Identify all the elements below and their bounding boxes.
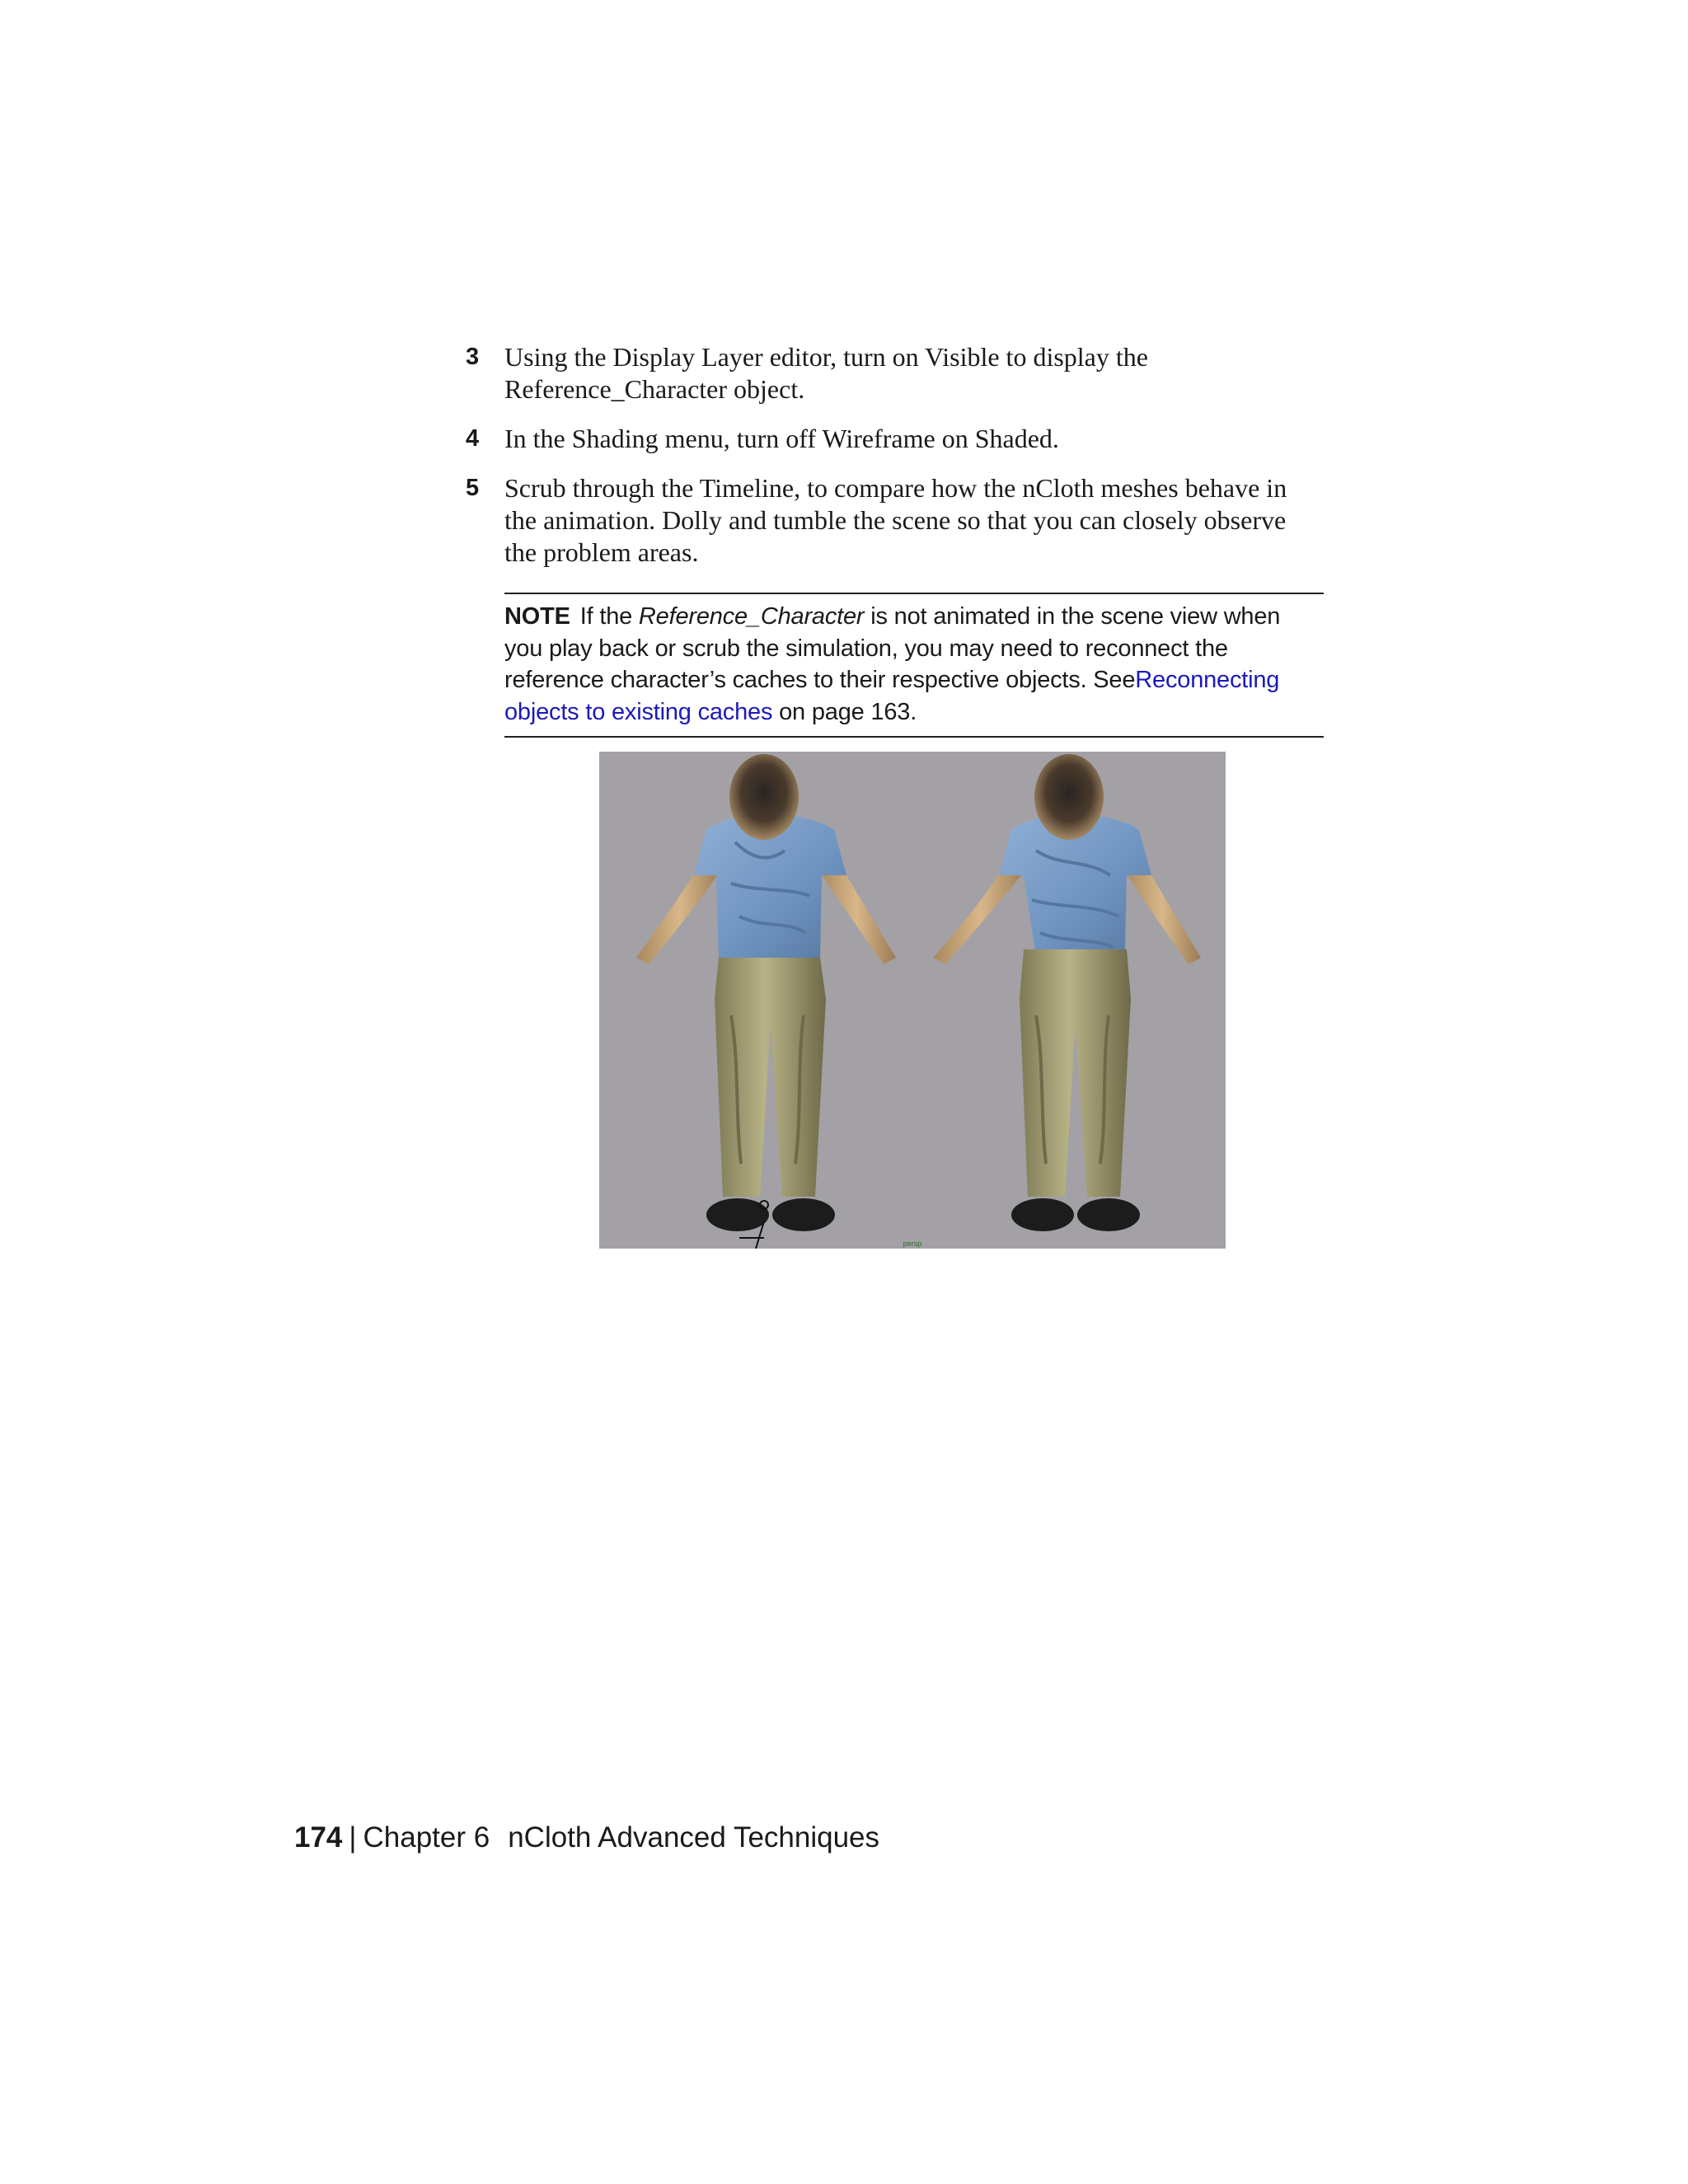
note-text-after: on page 163. <box>779 698 917 725</box>
step-number: 3 <box>466 344 480 370</box>
step-item <box>466 423 1323 455</box>
numbered-steps <box>466 341 1323 586</box>
step-number: 4 <box>466 425 480 452</box>
page-number: 174 <box>294 1821 343 1854</box>
chapter-label: Chapter 6 <box>363 1821 490 1854</box>
note-box <box>504 593 1324 738</box>
note-text-before: If the <box>579 603 633 630</box>
viewport-render <box>599 752 1226 1249</box>
chapter-title: nCloth Advanced Techniques <box>508 1821 880 1854</box>
viewport-label: persp <box>903 1240 922 1248</box>
step-text: Scrub through the Timeline, to compare how the nCloth meshes behave in the animation. Dolly and tumble the scene so that you can closely observe the problem areas. <box>504 473 1287 567</box>
page-footer <box>294 1821 879 1854</box>
note-emphasis: Reference_Character <box>638 603 865 630</box>
footer-separator: | <box>349 1821 357 1854</box>
cross-reference-link[interactable]: Reconnecting objects to existing caches <box>504 667 1280 725</box>
note-label: NOTE <box>504 603 570 630</box>
note-text-middle: is not animated in the scene view when you play back or scrub the simulation, you may need to reconnect the reference character’s caches to their respective objects. See <box>504 603 1281 693</box>
character-comparison-figure <box>599 752 1226 1249</box>
step-item <box>466 472 1323 569</box>
step-text: In the Shading menu, turn off Wireframe on Shaded. <box>504 424 1059 453</box>
step-item <box>466 341 1323 405</box>
step-text: Using the Display Layer editor, turn on Visible to display the Reference_Character object. <box>504 342 1148 404</box>
step-number: 5 <box>466 475 480 501</box>
